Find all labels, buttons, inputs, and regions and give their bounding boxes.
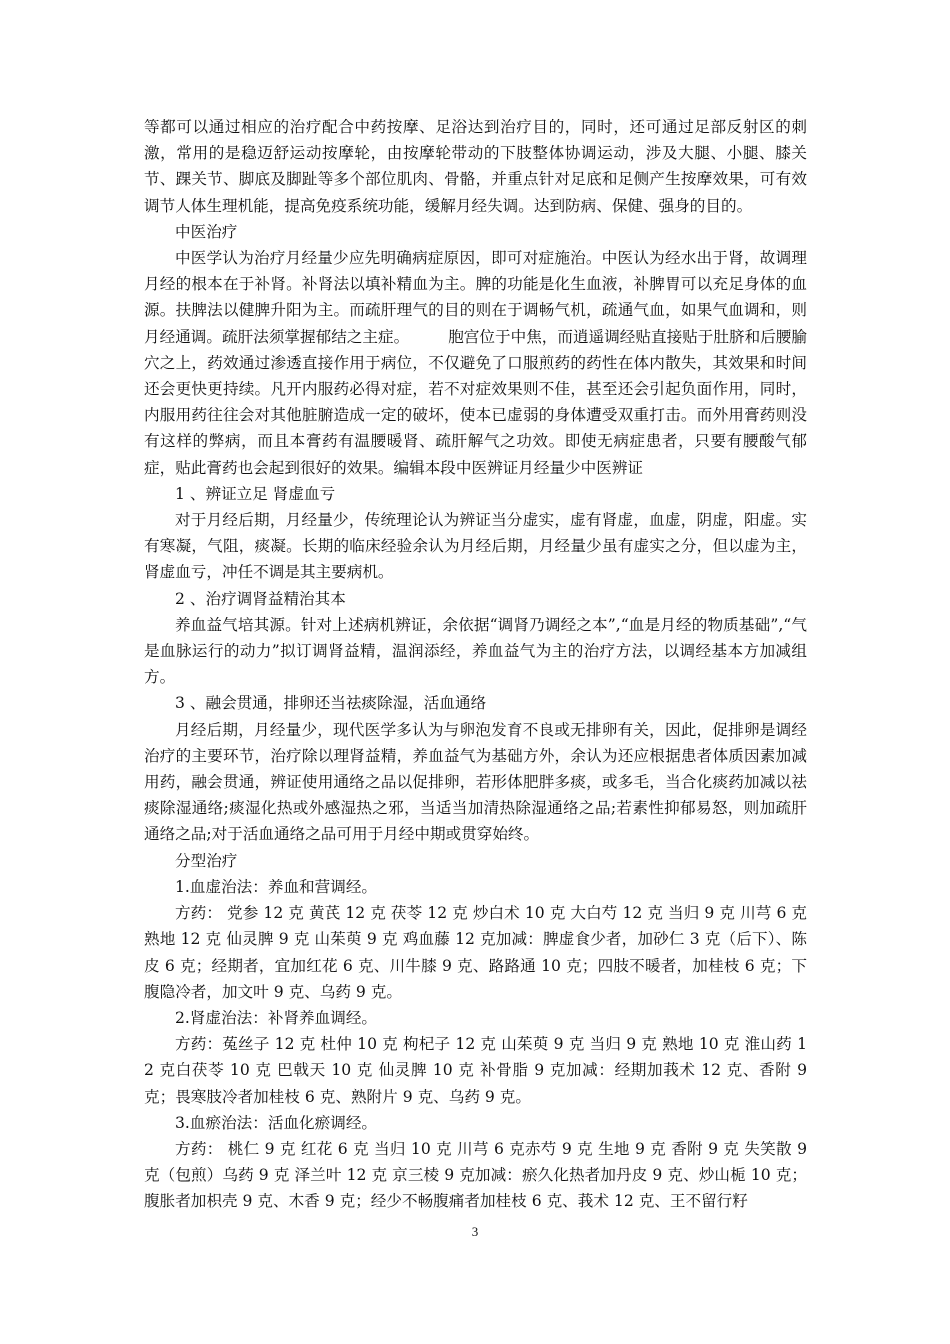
- paragraph-3: 月经后期，月经量少，现代医学多认为与卵泡发育不良或无排卵有关，因此，促排卵是调经治疗的主要环节，治疗除以理肾益精，养血益气为基础方外，余认为还应根据患者体质因素加减用药，融会贯通，辨证使用通络之品以促排卵，若形体肥胖多痰，或多毛，当合化痰药加减以祛痰除湿通络;痰湿化热或外感湿热之邪，当适当加清热除湿通络之品;若素性抑郁易怒，则加疏肝通络之品;对于活血通络之品可用于月经中期或贯穿始终。: [144, 720, 807, 844]
- prescription-kidney-deficiency: 方药：菟丝子 12 克 杜仲 10 克 枸杞子 12 克 山茱萸 9 克 当归 9 克 熟地 10 克 淮山药 12 克白茯苓 10 克 巴戟天 10 克 仙灵脾 10 克 补骨脂 9 克加减：经期加莪术 12 克、香附 9 克；畏寒肢冷者加桂枝 6 克、熟附片 9 克、乌药 9 克。: [144, 1035, 807, 1106]
- treatment-blood-stasis: 3.血瘀治法：活血化瘀调经。: [175, 1113, 378, 1132]
- treatment-blood-deficiency: 1.血虚治法：养血和营调经。: [175, 877, 378, 896]
- page-number: 3: [471, 1224, 479, 1239]
- paragraph-1: 对于月经后期，月经量少，传统理论认为辨证当分虚实，虚有肾虚，血虚，阴虚，阳虚。实有寒凝，气阻，痰凝。长期的临床经验余认为月经后期，月经量少虽有虚实之分，但以虚为主，肾虚血亏，冲任不调是其主要病机。: [144, 511, 807, 582]
- prescription-blood-deficiency: 方药： 党参 12 克 黄芪 12 克 茯苓 12 克 炒白术 10 克 大白芍 12 克 当归 9 克 川芎 6 克 熟地 12 克 仙灵脾 9 克 山茱萸 9 克 鸡血藤 12 克加减：脾虚食少者，加砂仁 3 克（后下）、陈皮 6 克；经期者，宜加红花 6 克、川牛膝 9 克、路路通 10 克；四肢不暖者，加桂枝 6 克；下腹隐冷者，加文叶 9 克、乌药 9 克。: [144, 904, 807, 1001]
- prescription-blood-stasis: 方药： 桃仁 9 克 红花 6 克 当归 10 克 川芎 6 克赤芍 9 克 生地 9 克 香附 9 克 失笑散 9 克（包煎）乌药 9 克 泽兰叶 12 克 京三棱 9 克加减：瘀久化热者加丹皮 9 克、炒山栀 10 克；腹胀者加枳壳 9 克、木香 9 克；经少不畅腹痛者加桂枝 6 克、莪术 12 克、王不留行籽: [144, 1139, 807, 1211]
- section-heading-tcm-treatment: 中医治疗: [175, 222, 238, 241]
- section-heading-classified-treatment: 分型治疗: [175, 851, 238, 870]
- paragraph-2: 养血益气培其源。针对上述病机辨证，余依据“调肾乃调经之本”,“血是月经的物质基础”,“气是血脉运行的动力”拟订调肾益精，温润添经，养血益气为主的治疗方法，以调经基本方加减组方。: [144, 615, 807, 687]
- paragraph-tcm-treatment: 中医学认为治疗月经量少应先明确病症原因，即可对症施治。中医认为经水出于肾，故调理月经的根本在于补肾。补肾法以填补精血为主。脾的功能是化生血液，补脾胃可以充足身体的血源。扶脾法以健脾升阳为主。而疏肝理气的目的则在于调畅气机，疏通气血，如果气血调和，则月经通调。疏肝法须掌握郁结之主症。 胞宫位于中焦，而逍遥调经贴直接贴于肚脐和后腰腧穴之上，药效通过渗透直接作用于病位，不仅避免了口服煎药的药性在体内散失，其效果和时间还会更快更持续。凡开内服药必得对症，若不对症效果则不佳，甚至还会引起负面作用，同时，内服用药往往会对其他脏腑造成一定的破坏，使本已虚弱的身体遭受双重打击。而外用膏药则没有这样的弊病，而且本膏药有温腰暖肾、疏肝解气之功效。即使无病症患者，只要有腰酸气郁症，贴此膏药也会起到很好的效果。编辑本段中医辨证月经量少中医辨证: [144, 249, 807, 477]
- subheading-1: 1 、辨证立足 肾虚血亏: [175, 484, 336, 503]
- subheading-2: 2 、治疗调肾益精治其本: [175, 589, 346, 608]
- paragraph-intro-continued: 等都可以通过相应的治疗配合中药按摩、足浴达到治疗目的，同时，还可通过足部反射区的刺激，常用的是稳迈舒运动按摩轮，由按摩轮带动的下肢整体协调运动，涉及大腿、小腿、膝关节、踝关节、脚底及脚趾等多个部位肌肉、骨骼，并重点针对足底和足侧产生按摩效果，可有效调节人体生理机能，提高免疫系统功能，缓解月经失调。达到防病、保健、强身的目的。: [144, 118, 807, 215]
- subheading-3: 3 、融会贯通，排卵还当祛痰除湿，活血通络: [175, 694, 487, 713]
- treatment-kidney-deficiency: 2.肾虚治法：补肾养血调经。: [175, 1008, 378, 1027]
- body-text: [144, 114, 807, 1215]
